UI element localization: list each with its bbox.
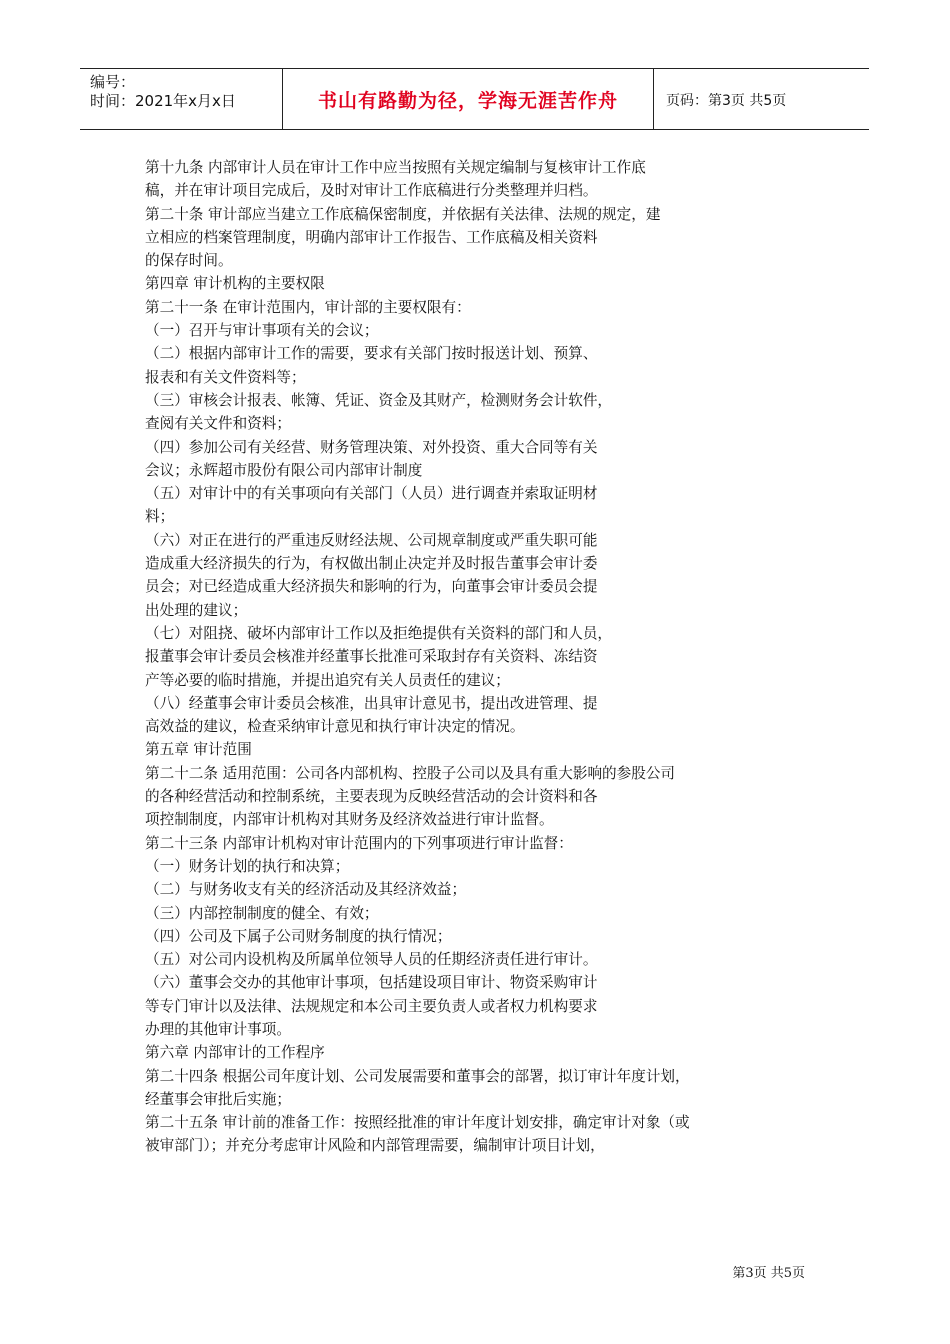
text-line: （四）公司及下属子公司财务制度的执行情况； <box>145 927 452 945</box>
text-line: 的保存时间。 <box>145 252 233 270</box>
text-line: （三）审核会计报表、帐簿、凭证、资金及其财产，检测财务会计软件， <box>145 391 613 409</box>
text-line: 第二十四条 根据公司年度计划、公司发展需要和董事会的部署，拟订审计年度计划， <box>145 1067 690 1085</box>
text-line: 第五章 审计范围 <box>145 741 252 759</box>
text-line: 第六章 内部审计的工作程序 <box>145 1044 325 1062</box>
text-line: 第二十条 审计部应当建立工作底稿保密制度，并依据有关法律、法规的规定，建 <box>145 205 661 223</box>
header-info-cell <box>80 69 283 129</box>
text-line: 第四章 审计机构的主要权限 <box>145 275 325 293</box>
document-body <box>145 156 785 1158</box>
text-line: 第十九条 内部审计人员在审计工作中应当按照有关规定编制与复核审计工作底 <box>145 159 646 176</box>
document-number-label: 编号： <box>90 73 136 91</box>
text-line: （八）经董事会审计委员会核准，出具审计意见书，提出改进管理、提 <box>145 694 598 712</box>
document-date-label: 时间：2021年x月x日 <box>90 92 236 110</box>
text-line: （一）召开与审计事项有关的会议； <box>145 322 379 340</box>
text-line: （五）对审计中的有关事项向有关部门（人员）进行调查并索取证明材 <box>145 485 598 503</box>
text-line: 第二十一条 在审计范围内，审计部的主要权限有： <box>145 298 471 316</box>
footer-page-number: 第3页 共5页 <box>732 1266 805 1281</box>
text-line: 稿，并在审计项目完成后，及时对审计工作底稿进行分类整理并归档。 <box>145 182 598 200</box>
text-line: 报表和有关文件资料等； <box>145 368 306 386</box>
text-line: 会议；永辉超市股份有限公司内部审计制度 <box>145 461 423 479</box>
page-header <box>80 68 869 130</box>
text-line: 高效益的建议，检查采纳审计意见和执行审计决定的情况。 <box>145 718 525 736</box>
text-line: 第二十三条 内部审计机构对审计范围内的下列事项进行审计监督： <box>145 834 573 852</box>
text-line: （三）内部控制制度的健全、有效； <box>145 904 379 922</box>
header-page-number: 页码：第3页 共5页 <box>666 93 787 109</box>
text-line: 查阅有关文件和资料； <box>145 415 291 433</box>
header-motto: 书山有路勤为径，学海无涯苦作舟 <box>317 90 618 112</box>
text-line: 的各种经营活动和控制系统，主要表现为反映经营活动的会计资料和各 <box>145 788 598 806</box>
text-line: （二）与财务收支有关的经济活动及其经济效益； <box>145 881 467 899</box>
text-line: （五）对公司内设机构及所属单位领导人员的任期经济责任进行审计。 <box>145 951 598 969</box>
text-line: （二）根据内部审计工作的需要，要求有关部门按时报送计划、预算、 <box>145 345 598 363</box>
text-line: 等专门审计以及法律、法规规定和本公司主要负责人或者权力机构要求 <box>145 997 598 1015</box>
text-line: 出处理的建议； <box>145 601 248 619</box>
text-line: 第二十二条 适用范围：公司各内部机构、控股子公司以及具有重大影响的参股公司 <box>145 764 676 782</box>
text-line: 被审部门）；并充分考虑审计风险和内部管理需要，编制审计项目计划， <box>145 1137 605 1155</box>
header-page-cell <box>654 69 869 129</box>
text-line: 造成重大经济损失的行为，有权做出制止决定并及时报告董事会审计委 <box>145 555 598 573</box>
text-line: 经董事会审批后实施； <box>145 1090 291 1108</box>
text-line: 料； <box>145 508 175 526</box>
text-line: （四）参加公司有关经营、财务管理决策、对外投资、重大合同等有关 <box>145 438 598 456</box>
text-line: 项控制制度，内部审计机构对其财务及经济效益进行审计监督。 <box>145 811 554 829</box>
text-line: 员会；对已经造成重大经济损失和影响的行为，向董事会审计委员会提 <box>145 578 598 596</box>
text-line: （一）财务计划的执行和决算； <box>145 857 350 875</box>
text-line: （六）董事会交办的其他审计事项，包括建设项目审计、物资采购审计 <box>145 974 598 992</box>
text-line: （六）对正在进行的严重违反财经法规、公司规章制度或严重失职可能 <box>145 531 598 549</box>
text-line: 报董事会审计委员会核准并经董事长批准可采取封存有关资料、冻结资 <box>145 648 598 666</box>
text-line: 第二十五条 审计前的准备工作：按照经批准的审计年度计划安排，确定审计对象（或 <box>145 1114 690 1132</box>
text-line: 产等必要的临时措施，并提出追究有关人员责任的建议； <box>145 671 510 689</box>
text-line: 办理的其他审计事项。 <box>145 1020 291 1038</box>
text-line: （七）对阻挠、破坏内部审计工作以及拒绝提供有关资料的部门和人员， <box>145 624 613 642</box>
header-motto-cell <box>283 69 654 129</box>
text-line: 立相应的档案管理制度，明确内部审计工作报告、工作底稿及相关资料 <box>145 228 598 246</box>
